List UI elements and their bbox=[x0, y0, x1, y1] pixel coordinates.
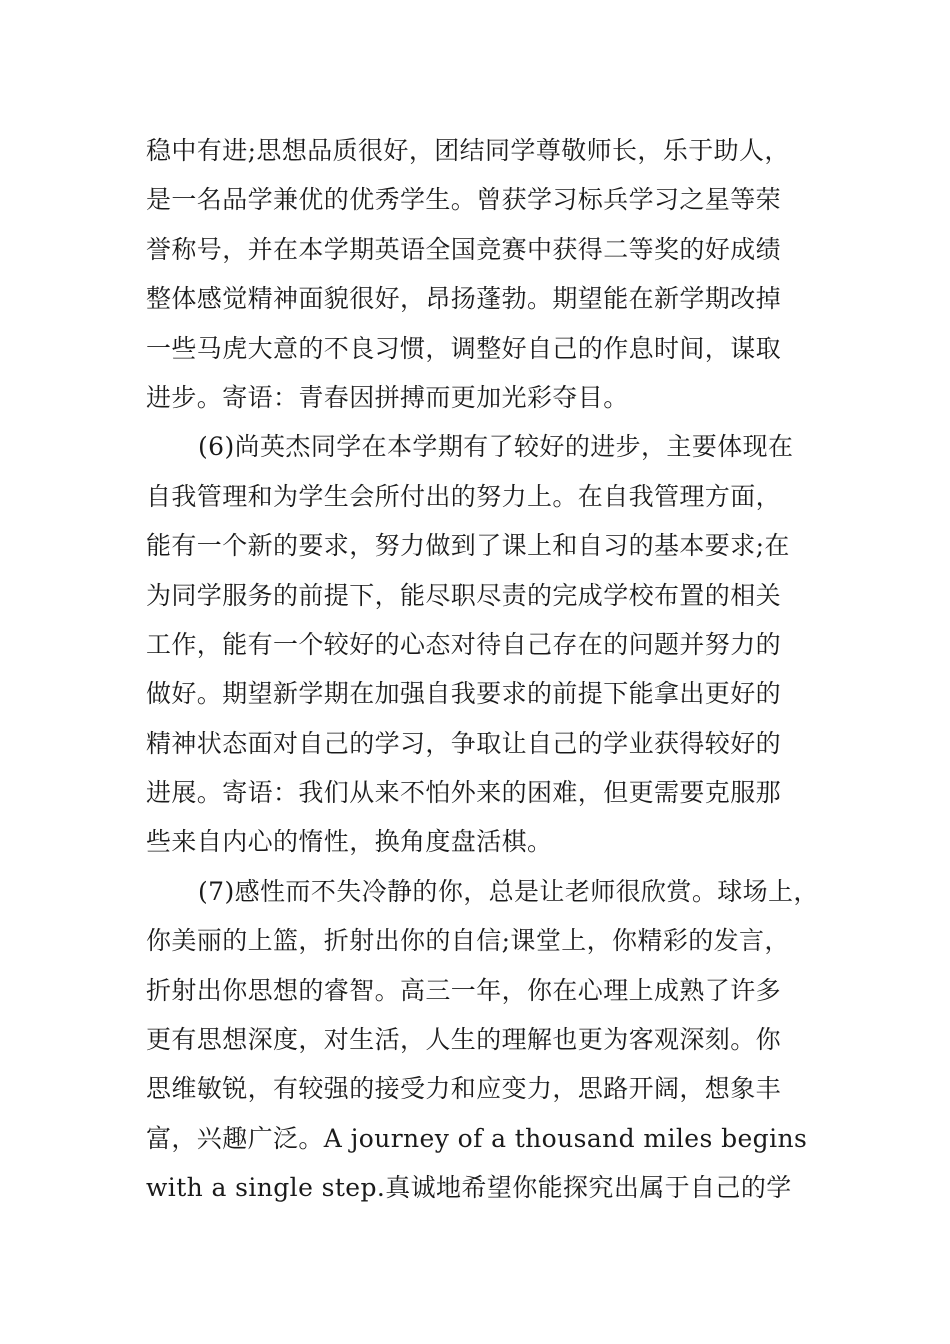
text-line: 能有一个新的要求，努力做到了课上和自习的基本要求;在 bbox=[146, 531, 790, 561]
text-line: 自我管理和为学生会所付出的努力上。在自我管理方面， bbox=[146, 481, 782, 511]
text-line: 整体感觉精神面貌很好，昂扬蓬勃。期望能在新学期改掉 bbox=[146, 284, 782, 314]
text-line-mixed: 富，兴趣广泛。A journey of a thousand miles begins bbox=[146, 1123, 808, 1153]
text-line: 进步。寄语：青春因拼搏而更加光彩夺目。 bbox=[146, 382, 629, 412]
text-line: 誉称号，并在本学期英语全国竞赛中获得二等奖的好成绩 bbox=[146, 234, 782, 264]
text-line: 你美丽的上篮，折射出你的自信;课堂上，你精彩的发言， bbox=[146, 926, 790, 956]
text-line: 为同学服务的前提下，能尽职尽责的完成学校布置的相关 bbox=[146, 580, 782, 610]
body-text bbox=[146, 126, 819, 1213]
text-line: 精神状态面对自己的学习，争取让自己的学业获得较好的 bbox=[146, 728, 782, 758]
text-line: 做好。期望新学期在加强自我要求的前提下能拿出更好的 bbox=[146, 679, 782, 709]
text-line: 些来自内心的惰性，换角度盘活棋。 bbox=[146, 827, 553, 857]
text-line-mixed: with a single step.真诚地希望你能探究出属于自己的学 bbox=[146, 1173, 792, 1203]
text-line: 一些马虎大意的不良习惯，调整好自己的作息时间，谋取 bbox=[146, 333, 782, 363]
text-line: 折射出你思想的睿智。高三一年，你在心理上成熟了许多 bbox=[146, 975, 782, 1005]
text-line: 是一名品学兼优的优秀学生。曾获学习标兵学习之星等荣 bbox=[146, 185, 782, 215]
text-line: 更有思想深度，对生活，人生的理解也更为客观深刻。你 bbox=[146, 1025, 782, 1055]
text-line: 进展。寄语：我们从来不怕外来的困难，但更需要克服那 bbox=[146, 778, 782, 808]
text-line: 思维敏锐，有较强的接受力和应变力，思路开阔，想象丰 bbox=[146, 1074, 782, 1104]
text-line: 工作，能有一个较好的心态对待自己存在的问题并努力的 bbox=[146, 629, 782, 659]
paragraph-7-first-line: (7)感性而不失冷静的你，总是让老师很欣赏。球场上， bbox=[198, 876, 819, 906]
text-line: 稳中有进;思想品质很好，团结同学尊敬师长，乐于助人， bbox=[146, 136, 790, 165]
paragraph-6-first-line: (6)尚英杰同学在本学期有了较好的进步，主要体现在 bbox=[198, 432, 794, 462]
